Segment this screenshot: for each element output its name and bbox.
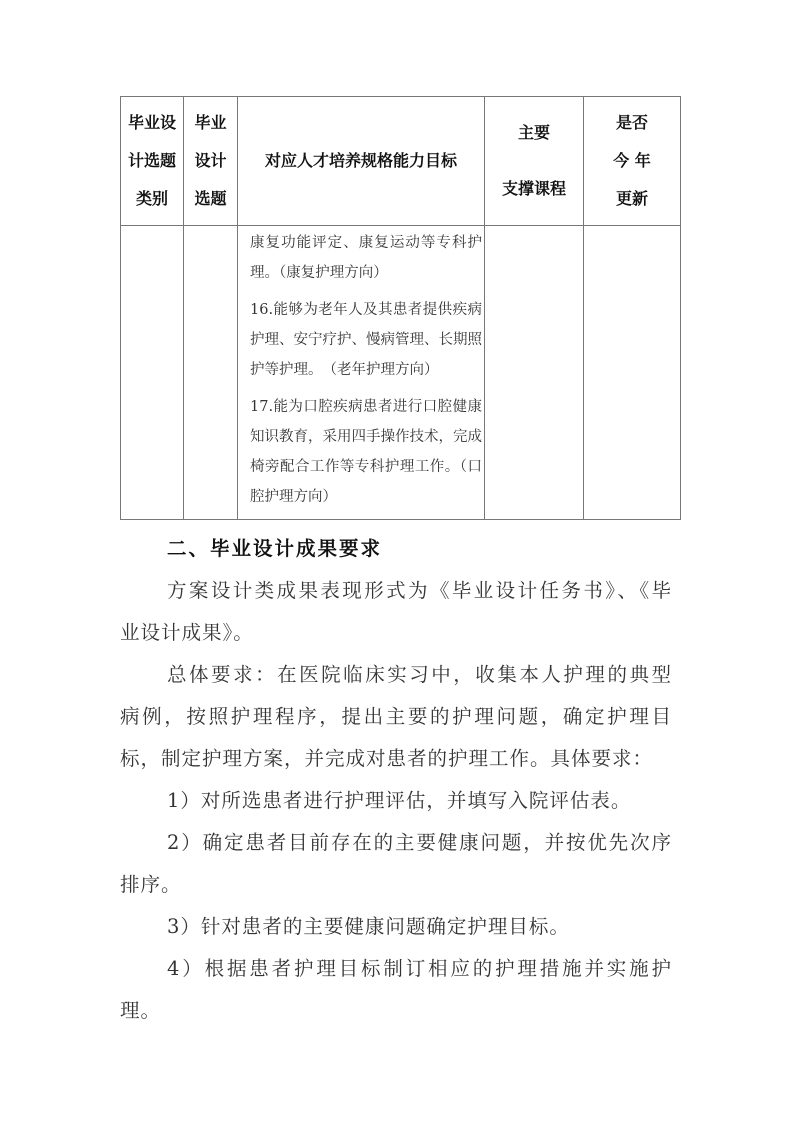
objective-item — [250, 295, 482, 385]
paragraph-line: 3）针对患者的主要健康问题确定护理目标。 — [167, 915, 570, 938]
header-text: 更新 — [615, 189, 648, 208]
paragraph-line: 理。 — [120, 999, 162, 1022]
paragraph-line: 总体要求：在医院临床实习中，收集本人护理的典型 — [167, 663, 672, 686]
header-courses — [485, 97, 584, 226]
objective-line: 理。（康复护理方向） — [250, 265, 388, 281]
section-heading: 二、毕业设计成果要求 — [167, 537, 383, 560]
header-text: 今 年 — [613, 151, 651, 170]
header-text: 毕业 — [194, 113, 227, 132]
objective-line: 康复功能评定、康复运动等专科护 — [250, 235, 482, 251]
objective-line: 16.能够为老年人及其患者提供疾病 — [250, 302, 482, 318]
header-text: 支撑课程 — [501, 179, 566, 198]
objective-line: 护理、安宁疗护、慢病管理、长期照 — [250, 332, 482, 348]
paragraph-line: 排序。 — [120, 873, 182, 896]
courses-cell — [485, 226, 584, 520]
section-body — [120, 528, 672, 1032]
paragraph-line: 2）确定患者目前存在的主要健康问题，并按优先次序 — [167, 831, 672, 854]
objectives-cell — [238, 226, 485, 520]
graduation-design-table — [120, 96, 681, 520]
objective-line: 17.能为口腔疾病患者进行口腔健康 — [250, 399, 482, 415]
paragraph-line: 标，制定护理方案，并完成对患者的护理工作。具体要求： — [120, 747, 654, 770]
objective-line: 腔护理方向） — [250, 489, 337, 505]
objective-line: 知识教育，采用四手操作技术，完成 — [250, 429, 482, 445]
header-text: 对应人才培养规格能力目标 — [264, 151, 457, 170]
paragraph-line: 4）根据患者护理目标制订相应的护理措施并实施护 — [167, 957, 672, 980]
table-row — [121, 226, 681, 520]
updated-cell — [584, 226, 681, 520]
paragraph-line: 业设计成果》。 — [120, 621, 254, 644]
paragraph-line: 1）对所选患者进行护理评估，并填写入院评估表。 — [167, 789, 632, 812]
header-topic — [184, 97, 238, 226]
table-header-row — [121, 97, 681, 226]
objective-item — [250, 392, 482, 512]
header-text: 选题 — [194, 189, 227, 208]
category-cell — [121, 226, 184, 520]
topic-cell — [184, 226, 238, 520]
objective-line: 椅旁配合工作等专科护理工作。（口 — [250, 459, 482, 475]
objective-line: 护等护理。 （老年护理方向） — [250, 362, 439, 378]
header-text: 是否 — [615, 113, 648, 132]
header-text: 类别 — [135, 189, 168, 208]
header-category — [121, 97, 184, 226]
header-text: 主要 — [517, 123, 550, 142]
paragraph-line: 方案设计类成果表现形式为《毕业设计任务书》、《毕 — [167, 579, 672, 602]
header-text: 毕业设 — [127, 113, 176, 132]
paragraph-line: 病例，按照护理程序，提出主要的护理问题，确定护理目 — [120, 705, 672, 728]
header-objectives — [238, 97, 485, 226]
objective-item — [250, 228, 482, 288]
header-text: 计选题 — [127, 151, 176, 170]
header-text: 设计 — [194, 151, 227, 170]
header-updated — [584, 97, 681, 226]
